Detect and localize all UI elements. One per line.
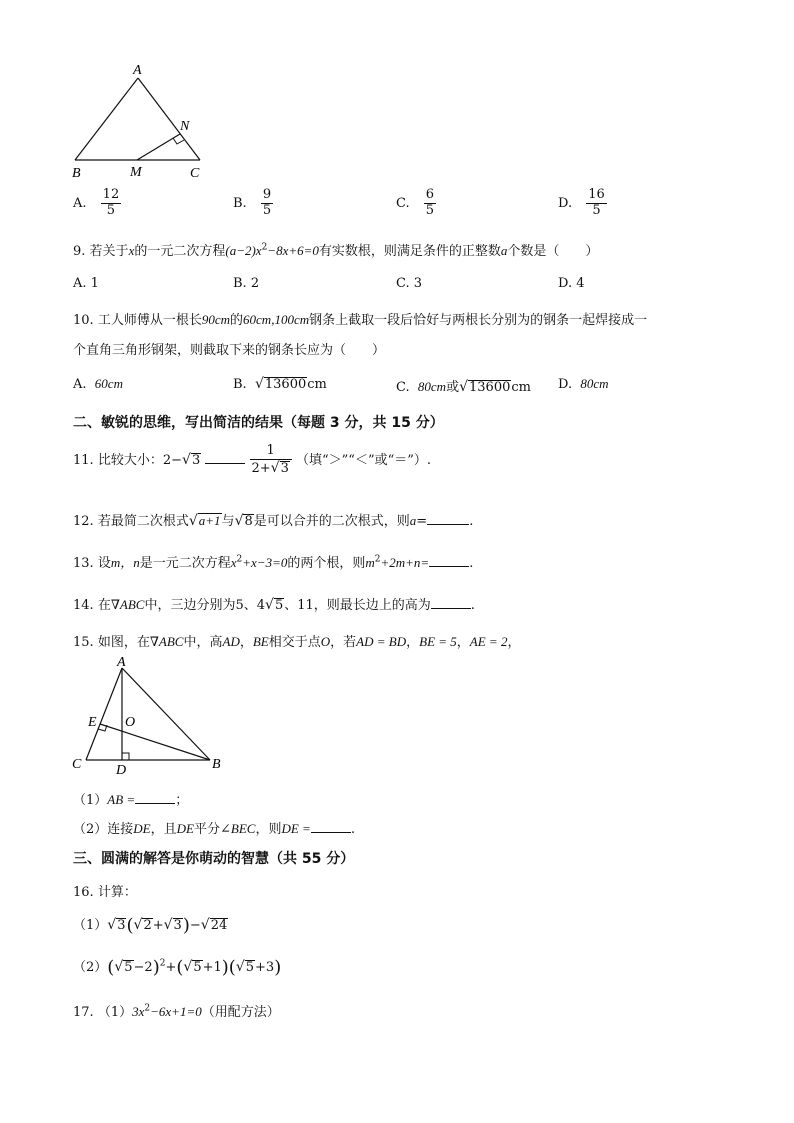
label-E: E <box>88 715 97 730</box>
section-2-heading: 二、敏锐的思维，写出简洁的结果（每题 3 分，共 15 分） <box>73 415 444 431</box>
q12-question: 12. 若最简二次根式√a+1与√8是可以合并的二次根式，则a= . <box>73 513 474 529</box>
q16-part2: $(2)(√5-2)^2+(√5+1)(√5+3)$ <box>73 957 282 978</box>
q8-option-d[interactable] <box>558 188 607 219</box>
answer-blank[interactable] <box>135 791 175 804</box>
option-letter: C. <box>396 195 410 211</box>
label-C: C <box>72 757 82 772</box>
label-B: B <box>72 166 81 181</box>
label-C: C <box>190 166 200 181</box>
option-fraction: $\frac{12}{5}$ <box>102 187 120 218</box>
q8-option-a[interactable] <box>73 188 121 219</box>
section-3-heading: 三、圆满的解答是你萌动的智慧（共 55 分） <box>73 851 355 867</box>
q16-part1: （1）√3(√2+√3)−√24 <box>73 915 228 936</box>
triangle-figure-1 <box>60 60 220 185</box>
q15-question: 15. 如图，在∇ABC中，高AD，BE相交于点O，若AD = BD，BE = 5，AE = 2， <box>73 634 521 650</box>
q10-option-b[interactable]: B. √13600cm <box>233 376 327 392</box>
q16-title: 16. 计算： <box>73 885 137 900</box>
option-letter: D. <box>558 195 573 211</box>
label-N: N <box>180 119 190 134</box>
q15-part1: （1）AB = ； <box>73 792 189 808</box>
option-fraction: $\frac{9}{5}$ <box>262 187 272 218</box>
answer-blank[interactable] <box>427 512 469 525</box>
q8-option-c[interactable] <box>396 188 436 219</box>
answer-blank[interactable] <box>431 596 471 609</box>
label-A: A <box>117 655 126 670</box>
answer-blank[interactable] <box>429 554 469 567</box>
q17-part1: 17. $(1)3x^2-6x+1=0$（用配方法） <box>73 1003 280 1020</box>
label-M: M <box>130 165 142 180</box>
label-B: B <box>212 757 221 772</box>
option-letter: B. <box>233 195 247 211</box>
q8-option-b[interactable] <box>233 188 273 219</box>
q10-option-a[interactable]: A. 60cm <box>73 376 123 392</box>
answer-blank[interactable] <box>205 451 245 464</box>
q11-fraction: $\frac{1}{2+√3}$ <box>250 444 292 477</box>
q10-option-d[interactable]: D. 80cm <box>558 376 609 392</box>
q10-question-line1: 10. 工人师傅从一根长90cm的60cm,100cm钢条上截取一段后恰好与两根长分别为的钢条一起焊接成一 <box>73 312 648 328</box>
label-D: D <box>116 763 127 777</box>
q11-question: 11. 比较大小：2−√3 $\frac{1}{2+√3}$ （填“＞”“＜”或“＝”）. <box>73 443 432 476</box>
label-O: O <box>125 715 136 730</box>
q9-option-b[interactable]: B. 2 <box>233 276 260 291</box>
q13-question: 13. 设m，n是一元二次方程$x^2+x-3=0$的两个根，则$m^2+2m+n=$ . <box>73 554 474 571</box>
option-letter: A. <box>73 195 87 211</box>
q10-option-c[interactable]: C. 80cm或√13600cm <box>396 379 531 395</box>
triangle-figure-2 <box>68 652 233 777</box>
q15-part2: （2）连接DE，且DE平分∠BEC，则DE = . <box>73 821 355 837</box>
q9-option-d[interactable]: D. 4 <box>558 276 585 291</box>
option-fraction: $\frac{6}{5}$ <box>425 187 435 218</box>
label-A: A <box>133 63 142 78</box>
q10-question-line2: 个直角三角形钢架，则截取下来的钢条长应为（ ） <box>73 343 386 358</box>
answer-blank[interactable] <box>311 820 351 833</box>
option-fraction: $\frac{16}{5}$ <box>588 187 605 218</box>
q9-option-c[interactable]: C. 3 <box>396 276 423 291</box>
q9-question: 9. 若关于x的一元二次方程$(a-2)x^2-8x+6=0$有实数根，则满足条件的正整数a个数是（ ） <box>73 242 599 259</box>
q14-question: 14. 在∇ABC中，三边分别为5、4√5、11，则最长边上的高为 . <box>73 597 475 613</box>
q9-option-a[interactable]: A. 1 <box>73 276 99 291</box>
